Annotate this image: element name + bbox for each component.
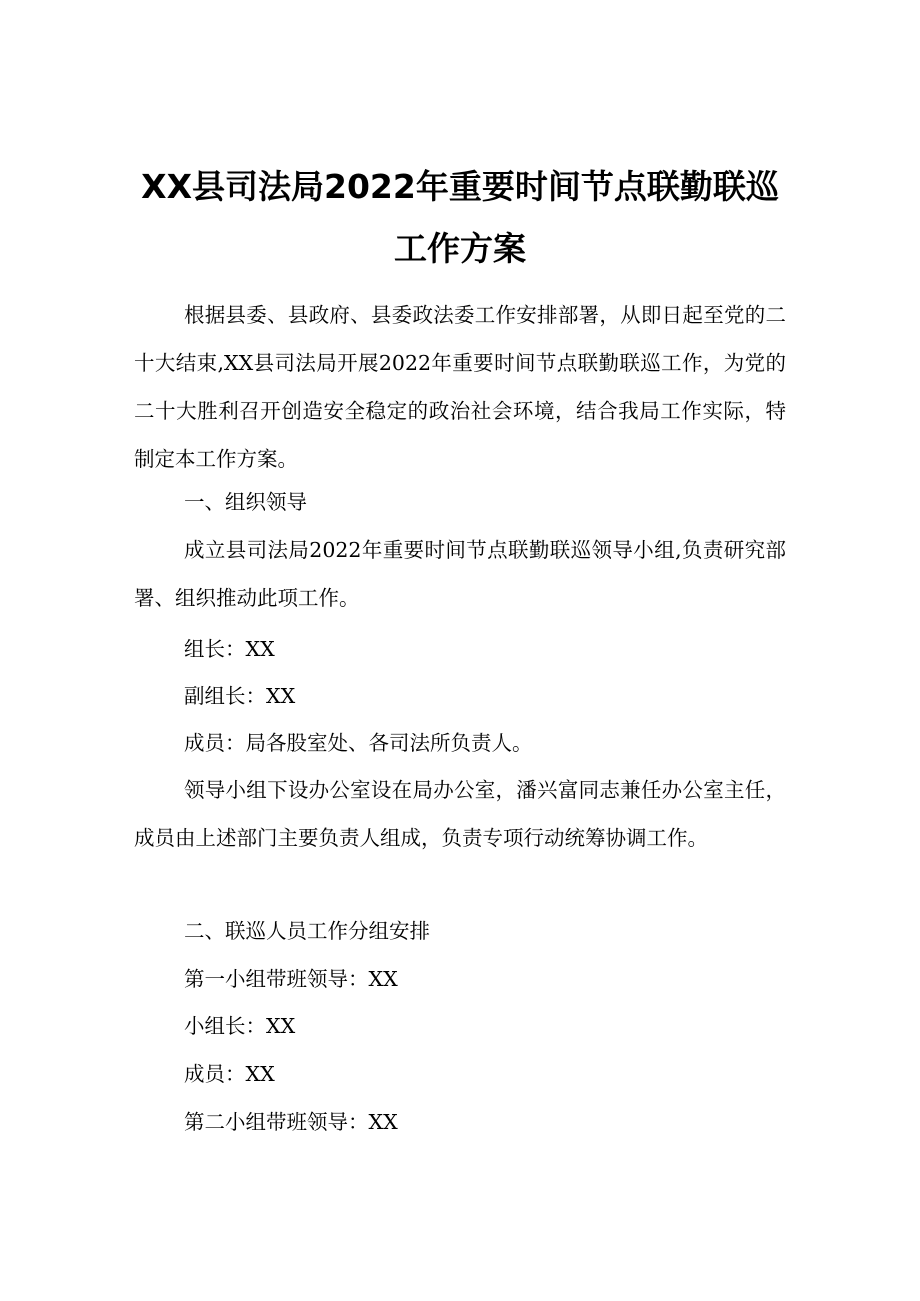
leadership-group-paragraph: 成立县司法局2022年重要时间节点联勤联巡领导小组,负责研究部署、组织推动此项工作。 <box>134 538 786 610</box>
group-1-members-line: 成员：XX <box>184 1062 275 1086</box>
office-paragraph: 领导小组下设办公室设在局办公室，潘兴富同志兼任办公室主任，成员由上述部门主要负责人组成，负责专项行动统筹协调工作。 <box>134 778 786 850</box>
group-1-leader-line: 小组长：XX <box>184 1014 296 1038</box>
deputy-leader-line: 副组长：XX <box>184 684 296 708</box>
document-title-line-2: 工作方案 <box>394 229 526 268</box>
document-title-line-1: XX县司法局2022年重要时间节点联勤联巡 <box>141 167 779 206</box>
section-2-heading: 二、联巡人员工作分组安排 <box>184 919 430 943</box>
section-1-heading: 一、组织领导 <box>184 490 307 514</box>
group-1-lead-line: 第一小组带班领导：XX <box>184 967 398 991</box>
group-2-lead-line: 第二小组带班领导：XX <box>184 1110 398 1134</box>
intro-paragraph: 根据县委、县政府、县委政法委工作安排部署，从即日起至党的二十大结束,XX县司法局开展2022年重要时间节点联勤联巡工作，为党的二十大胜利召开创造安全稳定的政治社会环境，结合我局工作实际，特制定本工作方案。 <box>134 303 786 471</box>
group-leader-line: 组长：XX <box>184 637 275 661</box>
members-line: 成员：局各股室处、各司法所负责人。 <box>184 731 533 755</box>
